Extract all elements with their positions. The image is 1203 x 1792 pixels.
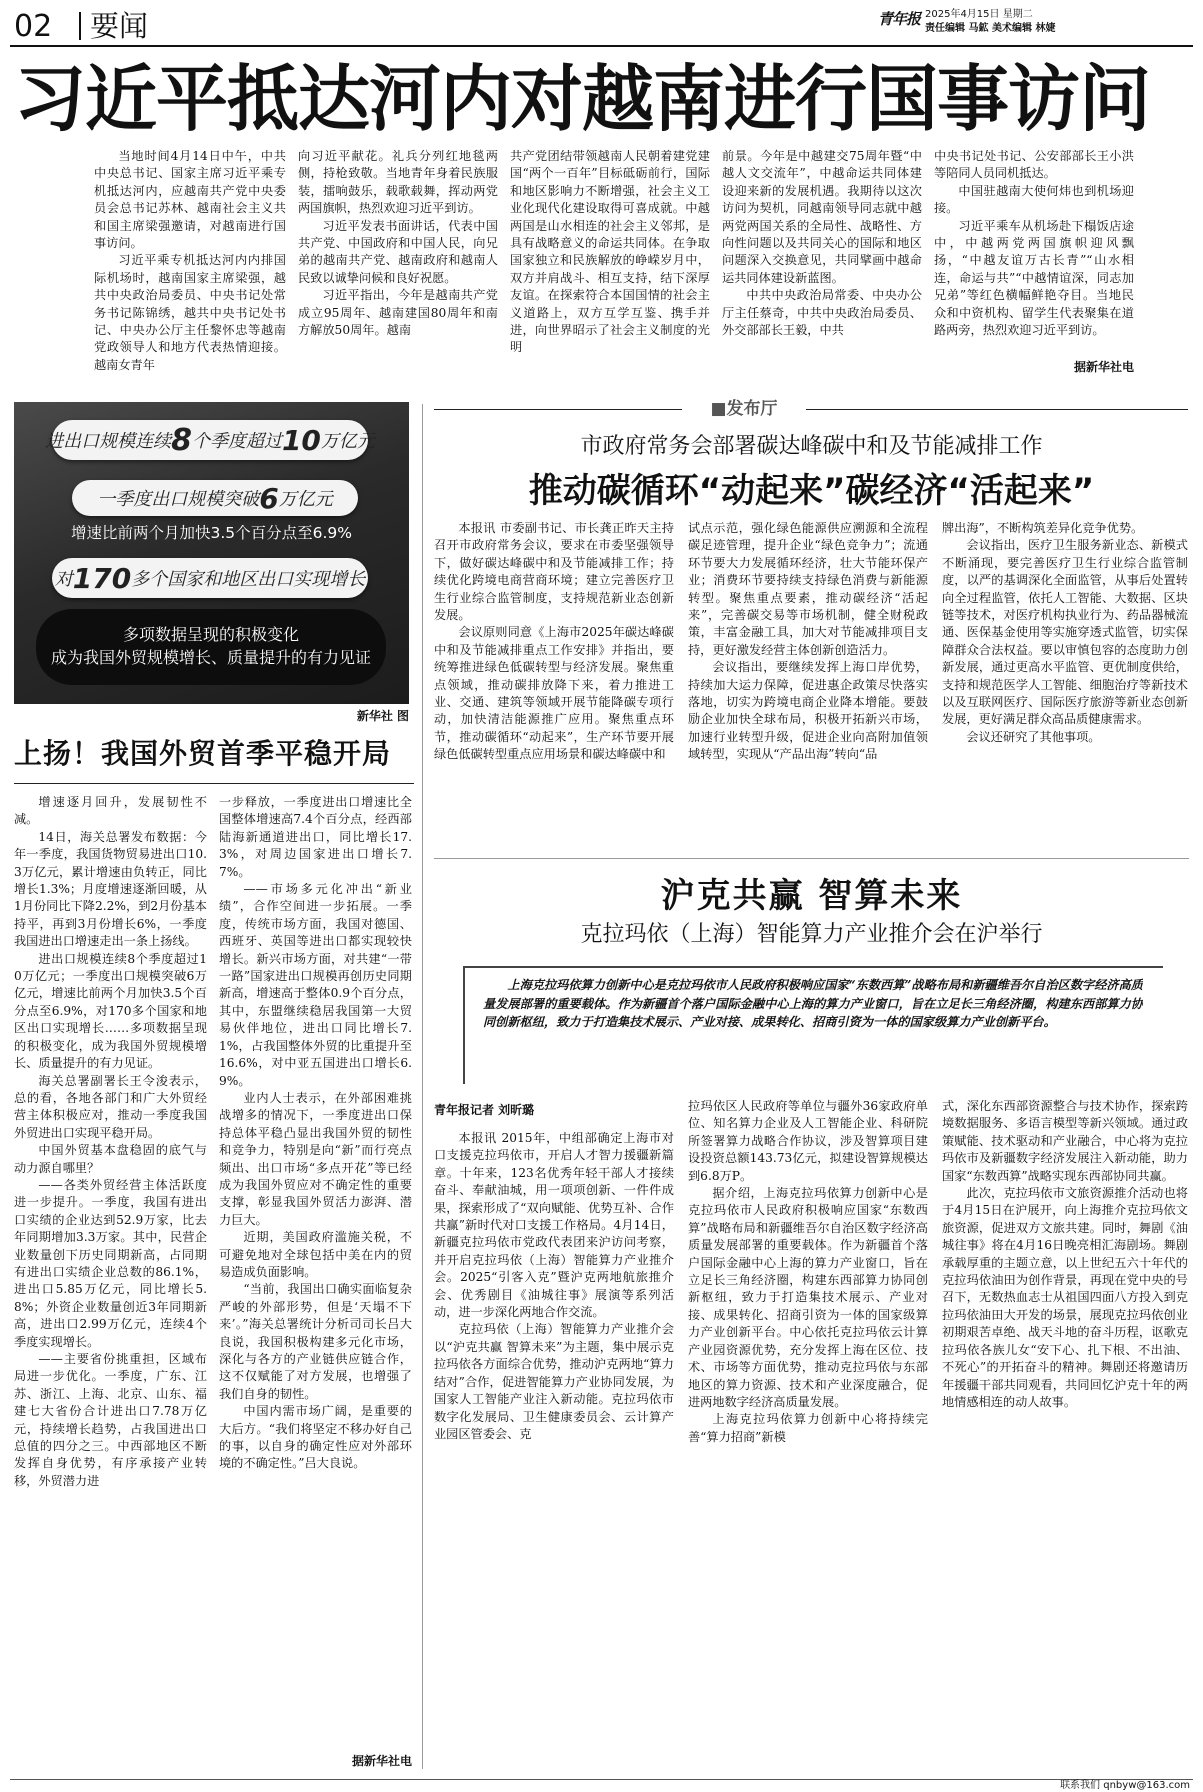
infographic-growth-text: 增速比前两个月加快3.5个百分点至6.9%	[70, 524, 353, 542]
release-rule-left	[434, 409, 682, 410]
section-name: 要闻	[90, 9, 149, 43]
infographic-pill-3: 对 170 多个国家和地区出口实现增长	[52, 558, 368, 598]
release-bottom-rule	[434, 858, 1189, 859]
karamay-column-1: 本报讯 2015年，中组部确定上海市对口支援克拉玛依市，开启人才智力援疆新篇章。十年来，123名优秀年轻干部人才接续奋斗、奉献油城，用一项项创新、一件件成果，探索形成了“双向赋能、优势互补、合作共赢”新时代对口支援工作格局。4月14日，新疆克拉玛依市党政代表团来沪访问考察，并开启克拉玛依（上海）智能算力产业推介会。2025“引客入克”暨沪克两地航旅推介会、优秀剧目《油城往事》展演等系列活动，进一步深化两地合作交流。 克拉玛依（上海）智能算力产业推介会以“沪克共赢 智算未来”为主题，集中展示克拉玛依各方面综合优势，推动沪克两地“算力结对”合作，促进智能算力产业协同发展，为国家人工智能产业注入新动能。克拉玛依市数字化发展局、卫生健康委员会、云计算产业园区管委会、克	[434, 1131, 674, 1441]
release-column-1: 本报讯 市委副书记、市长龚正昨天主持召开市政府常务会议，要求在市委坚强领导下，做好碳达峰碳中和及节能减排工作；持续优化跨境电商营商环境；建立完善医疗卫生行业综合监管制度，支持规范新业态创新发展。 会议原则同意《上海市2025年碳达峰碳中和及节能减排重点工作安排》并指出，要统筹推进绿色低碳转型与经济发展。聚焦重点领域，推动碳排放降下来，着力推进工业、交通、建筑等领域开展节能降碳专项行动，加快清洁能源推广应用。聚焦重点环节，推动碳循环“动起来”，生产环节要开展绿色低碳转型重点应用场景和碳达峰碳中和	[434, 521, 674, 762]
trade-column-1: 增速逐月回升，发展韧性不减。 14日，海关总署发布数据：今年一季度，我国货物贸易进出口10.3万亿元，累计增速由负转正，同比增长1.3%；月度增速逐渐回暖，从1月份同比下降2.2%，到2月份基本持平，再到3月份增长6%，一季度我国进出口增速走出一条上扬线。 进出口规模连续8个季度超过10万亿元；一季度出口规模突破6万亿元，增速比前两个月加快3.5个百分点至6.9%，对170多个国家和地区出口实现增长……多项数据呈现的积极变化，成为我国外贸规模增长、质量提升的有力见证。 海关总署副署长王令浚表示，总的看，各地各部门和广大外贸经营主体积极应对，推动一季度我国外贸进出口实现平稳开局。 中国外贸基本盘稳固的底气与动力源自哪里？ ——各类外贸经营主体活跃度进一步提升。一季度，我国有进出口实绩的企业达到52.9万家，比去年同期增加3.3万家。其中，民营企业数量创下历史同期新高，占同期有进出口实绩企业总数的86.1%，进出口5.85万亿元，同比增长5.8%；外资企业数量创近3年同期新高，进出口2.99万亿元，连续4个季度实现增长。 ——主要省份挑重担，区域布局进一步优化。一季度，广东、江苏、浙江、上海、北京、山东、福建七大省份合计进出口7.78万亿元，持续增长趋势，占我国进出口总值的四分之三。中西部地区不断发挥自身优势，有序承接产业转移，外贸潜力进	[14, 795, 207, 1488]
release-column-2: 试点示范，强化绿色能源供应溯源和全流程碳足迹管理，提升企业“绿色竞争力”；流通环节要大力发展循环经济，壮大节能环保产业；消费环节要持续支持绿色消费与新能源转型。聚焦重点要素，推动碳经济“活起来”，完善碳交易等市场机制，健全财税政策，丰富金融工具，加大对节能减排项目支持，更好激发经营主体创新创造活力。 会议指出，要继续发挥上海口岸优势，持续加大运力保障，促进惠企政策尽快落实落地，切实为跨境电商企业降本增能。要鼓励企业加快全球布局，积极开拓新兴市场，加速行业转型升级，促进企业向高附加值领域转型，实现从“产品出海”转向“品	[688, 521, 928, 762]
footer-contact: 联系我们 qnbyw@163.com	[1060, 1780, 1190, 1791]
trade-rule	[14, 783, 414, 784]
lead-column-3: 共产党团结带领越南人民朝着建党建国“两个一百年”目标砥砺前行，国际和地区影响力不断增强，社会主义工业化现代化建设取得可喜成就。中越两国是山水相连的社会主义邻邦，是具有战略意义的命运共同体。在争取国家独立和民族解放的峥嵘岁月中，双方并肩战斗、相互支持，结下深厚友谊。在探索符合本国国情的社会主义道路上，双方互学互鉴、携手并进，向世界昭示了社会主义制度的光明	[510, 149, 710, 355]
trade-headline: 上扬！我国外贸首季平稳开局	[14, 737, 392, 770]
lead-column-2: 向习近平献花。礼兵分列红地毯两侧，持枪致敬。当地青年身着民族服装，擂响鼓乐，载歌载舞，挥动两党两国旗帜，热烈欢迎习近平到访。 习近平发表书面讲话，代表中国共产党、中国政府和中国人民，向兄弟的越南共产党、越南政府和越南人民致以诚挚问候和良好祝愿。 习近平指出，今年是越南共产党成立95周年、越南建国80周年和南方解放50周年。越南	[298, 149, 498, 338]
release-section-label: ■发布厅	[710, 399, 778, 419]
release-rule-right	[806, 409, 1188, 410]
page-number: 02	[14, 9, 53, 44]
lead-source: 据新华社电	[1073, 360, 1134, 374]
infographic-summary-box	[36, 609, 386, 685]
infographic-pill-1: 进出口规模连续 8 个季度超过 10 万亿元	[52, 420, 368, 460]
release-subtitle: 市政府常务会部署碳达峰碳中和及节能减排工作	[580, 434, 1043, 459]
karamay-intro-box	[463, 966, 1163, 1084]
lead-column-5: 中央书记处书记、公安部部长王小洪等陪同人员同机抵达。 中国驻越南大使何炜也到机场迎接。 习近平乘车从机场赴下榻饭店途中，中越两党两国旗帜迎风飘扬，“中越友谊万古长青”“山水相连，命运与共”“中越情谊深，同志加兄弟”等红色横幅鲜艳夺目。当地民众和中资机构、留学生代表聚集在道路两旁，热烈欢迎习近平到访。	[934, 149, 1134, 338]
newspaper-logo: 青年报	[878, 10, 921, 28]
lead-headline: 习近平抵达河内对越南进行国事访问	[14, 57, 1151, 141]
lead-column-1: 当地时间4月14日中午，中共中央总书记、国家主席习近平乘专机抵达河内，应越南共产党中央委员会总书记苏林、越南社会主义共和国主席梁强邀请，对越南进行国事访问。 习近平乘专机抵达河内内排国际机场时，越南国家主席梁强，越共中央政治局委员、中央书记处常务书记陈锦绣，越共中央书记处书记、中央办公厅主任黎怀忠等越南党政领导人和地方代表热情迎接。越南女青年	[94, 149, 286, 372]
release-column-3: 牌出海”，不断构筑差异化竞争优势。 会议指出，医疗卫生服务新业态、新模式不断涌现，要完善医疗卫生行业综合监管制度，以严的基调深化全面监管，从事后处置转向全过程监管，依托人工智能、大数据、区块链等技术，对医疗机构执业行为、药品器械流通、医保基金使用等实施穿透式监管，切实保障群众合法权益。要以审慎包容的态度助力创新发展，通过更高水平监管、更优制度供给，支持和规范医学人工智能、细胞治疗等新技术以及互联网医疗、国际医疗旅游等新业态创新发展，更好满足群众高品质健康需求。 会议还研究了其他事项。	[942, 521, 1188, 744]
karamay-column-2: 拉玛依区人民政府等单位与疆外36家政府单位、知名算力企业及人工智能企业、科研院所签署算力战略合作协议，涉及智算项目建设投资总额143.73亿元，拟建设智算规模达到6.8万P。 据介绍，上海克拉玛依算力创新中心是克拉玛依市人民政府积极响应国家“东数西算”战略布局和新疆维吾尔自治区数字经济高质量发展部署的重要载体。作为新疆首个落户国际金融中心上海的算力产业窗口，旨在立足长三角经济圈，构建东西部算力协同创新枢纽，致力于打造集技术展示、产业对接、成果转化、招商引资为一体的国家级算力产业创新平台。中心依托克拉玛依云计算产业园资源优势，充分发挥上海在区位、技术、市场等方面优势，推动克拉玛依与东部地区的算力资源、技术和产业深度融合，促进两地数字经济高质量发展。 上海克拉玛依算力创新中心将持续完善“算力招商”新模	[688, 1099, 928, 1444]
karamay-subtitle: 克拉玛依（上海）智能算力产业推介会在沪举行	[580, 922, 1043, 947]
trade-infographic	[14, 402, 409, 704]
infographic-summary-line-1: 多项数据呈现的积极变化	[122, 625, 299, 644]
infographic-summary-line-2: 成为我国外贸规模增长、质量提升的有力见证	[50, 648, 371, 667]
karamay-byline: 青年报记者 刘昕璐	[434, 1103, 535, 1117]
lead-column-4: 前景。今年是中越建交75周年暨“中越人文交流年”，中越命运共同体建设迎来新的发展机遇。我期待以这次访问为契机，同越南领导同志就中越两党两国关系的全局性、战略性、方向性问题以及共同关心的国际和地区问题深入交换意见，共同擘画中越命运共同体建设新蓝图。 中共中央政治局常委、中央办公厅主任蔡奇，中共中央政治局委员、外交部部长王毅，中共	[722, 149, 922, 338]
release-headline: 推动碳循环“动起来”碳经济“活起来”	[528, 471, 1095, 511]
trade-source: 据新华社电	[351, 1754, 412, 1768]
masthead-divider	[79, 12, 81, 40]
karamay-headline: 沪克共赢 智算未来	[660, 876, 963, 916]
trade-column-2: 一步释放，一季度进出口增速比全国整体增速高7.4个百分点，经西部陆海新通道进出口，同比增长17.3%，对周边国家进出口增长7.7%。 ——市场多元化冲出“新业绩”，合作空间进一步拓展。一季度，传统市场方面，我国对德国、西班牙、英国等进出口都实现较快增长。新兴市场方面，对共建“一带一路”国家进出口规模再创历史同期新高，增速高于整体0.9个百分点，其中，东盟继续稳居我国第一大贸易伙伴地位，进出口同比增长7.1%，占我国整体外贸的比重提升至16.6%，对中亚五国进出口增长6.9%。 业内人士表示，在外部困难挑战增多的情况下，一季度进出口保持总体平稳凸显出我国外贸的韧性和竞争力，特别是向“新”而行亮点频出、出口市场“多点开花”等已经成为我国外贸应对不确定性的重要支撑，彰显我国外贸活力澎湃、潜力巨大。 近期，美国政府滥施关税，不可避免地对全球包括中美在内的贸易造成负面影响。 “当前，我国出口确实面临复杂严峻的外部形势，但是‘天塌不下来’。”海关总署统计分析司司长吕大良说，我国积极构建多元化市场，深化与各方的产业链供应链合作，这不仅赋能了对方发展，也增强了我们自身的韧性。 中国内需市场广阔，是重要的大后方。“我们将坚定不移办好自己的事，以自身的确定性应对外部环境的不确定性。”吕大良说。	[219, 795, 412, 1471]
karamay-column-3: 式，深化东西部资源整合与技术协作，探索跨境数据服务、多语言模型等新兴领域。通过政策赋能、技术驱动和产业融合，中心将为克拉玛依市及新疆数字经济发展注入新动能，助力国家“东数西算”战略实现东西部协同共赢。 此次，克拉玛依市文旅资源推介活动也将于4月15日在沪展开，向上海推介克拉玛依文旅资源，促进双方文旅共建。同时，舞剧《油城往事》将在4月16日晚亮相汇海剧场。舞剧承载厚重的主题立意，以上世纪五六十年代的克拉玛依油田为创作背景，再现在党中央的号召下，无数热血志士从祖国四面八方投入到克拉玛依油田大开发的场景，展现克拉玛依创业初期艰苦卓绝、战天斗地的奋斗历程，讴歌克拉玛依各族儿女“安下心、扎下根、不出油、不死心”的开拓奋斗的精神。舞剧还将邀请历年援疆干部共同观看，共同回忆沪克十年的两地情感相连的动人故事。	[942, 1099, 1188, 1409]
infographic-credit: 新华社 图	[356, 709, 409, 723]
column-separator	[422, 404, 423, 1769]
editors-credit: 责任编辑 马鉱 美术编辑 林婕	[925, 23, 1056, 34]
masthead-rule	[10, 45, 1193, 47]
infographic-pill-2: 一季度出口规模突破 6 万亿元	[72, 480, 358, 516]
karamay-intro-text: 上海克拉玛依算力创新中心是克拉玛依市人民政府积极响应国家“东数西算”战略布局和新疆维吾尔自治区数字经济高质量发展部署的重要载体。作为新疆首个落户国际金融中心上海的算力产业窗口，旨在立足长三角经济圈，构建东西部算力协同创新枢纽，致力于打造集技术展示、产业对接、成果转化、招商引资为一体的国家级算力产业创新平台。	[483, 978, 1143, 1029]
issue-date: 2025年4月15日 星期二	[925, 9, 1033, 20]
